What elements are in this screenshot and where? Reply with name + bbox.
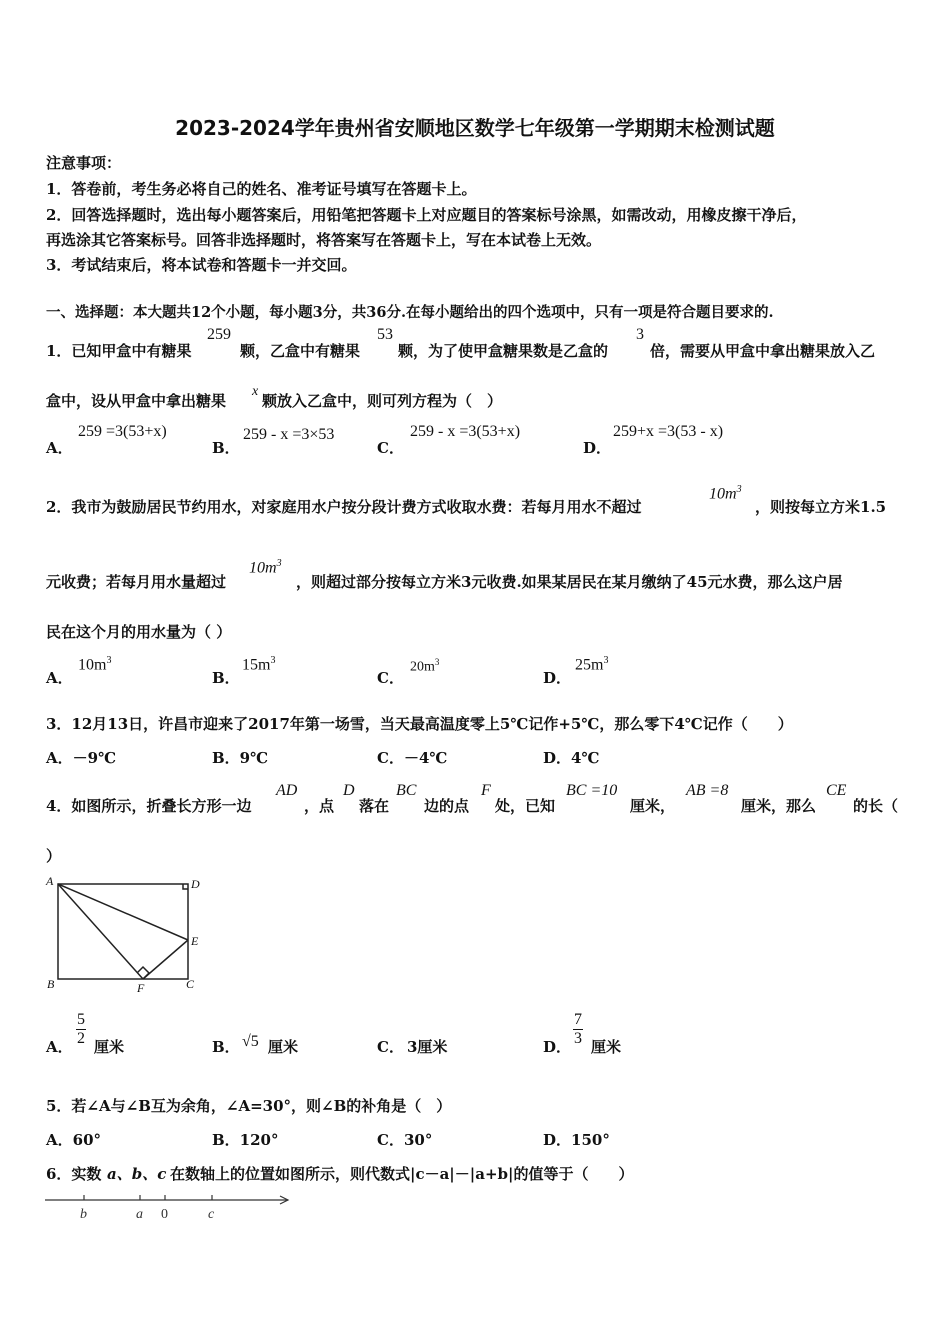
unit-exponent: 3 [603, 655, 609, 666]
option-label: D． [543, 669, 572, 687]
q2-text: 2．我市为鼓励居民节约用水，对家庭用水户按分段计费方式收取水费：若每月用水不超过 [46, 498, 642, 516]
q4-option-b-root: √5 [242, 1033, 259, 1050]
q4-symbol: AD [276, 782, 298, 799]
q4-option-d-unit: 厘米 [591, 1038, 622, 1056]
option-value: 25m [575, 656, 604, 674]
notice-item: 1．答卷前，考生务必将自己的姓名、准考证号填写在答题卡上。 [46, 180, 477, 198]
q4-text: 处，已知 [495, 797, 556, 815]
unit-exponent: 3 [106, 655, 112, 666]
q6-text: 在数轴上的位置如图所示，则代数式|c－a|－|a+b|的值等于（ ） [170, 1165, 634, 1183]
axis-label-b: b [80, 1207, 87, 1222]
numerator: 7 [574, 1011, 582, 1028]
q4-symbol: BC [396, 782, 417, 799]
page-title: 2023-2024学年贵州省安顺地区数学七年级第一学期期末检测试题 [175, 116, 775, 140]
q6-text: 6．实数 [46, 1165, 102, 1183]
q2-option-a [78, 655, 111, 674]
q4-option-a-unit: 厘米 [94, 1038, 125, 1056]
q4-option-b-unit: 厘米 [268, 1038, 299, 1056]
q4-text: 厘米，那么 [741, 797, 817, 815]
q1-text: 颗放入乙盒中，则可列方程为（ ） [262, 392, 503, 410]
q4-symbol: AB =8 [686, 782, 729, 799]
q1-text: 1．已知甲盒中有糖果 [46, 342, 192, 360]
q4-text: 4．如图所示，折叠长方形一边 [46, 797, 252, 815]
unit-exponent: 3 [276, 558, 282, 569]
q1-option-a: 259 =3(53+x) [78, 423, 167, 440]
vertex-label-a: A [46, 874, 54, 888]
option-label: C． [377, 439, 404, 457]
q4-text: ） [46, 847, 62, 865]
option-label: A． [46, 1038, 73, 1056]
option-label: D． [583, 439, 612, 457]
option-label: C． [377, 1038, 404, 1056]
axis-label-zero: 0 [161, 1207, 168, 1222]
section-heading: 一、选择题：本大题共12个小题，每小题3分，共36分.在每小题给出的四个选项中，只有一项是符合题目要求的. [46, 304, 774, 321]
q4-option-a-fraction [76, 1011, 86, 1048]
q2-option-b [242, 655, 275, 674]
unit-value: 10m [709, 485, 737, 503]
option-label: B． [212, 439, 240, 457]
option-label: A． [46, 439, 73, 457]
q5-option-c: C．30° [377, 1131, 433, 1149]
number-line [40, 1188, 300, 1224]
q4-symbol: D [343, 782, 355, 799]
option-value: 20m [410, 659, 435, 675]
q4-symbol: BC =10 [566, 782, 618, 799]
q4-text: 厘米， [630, 797, 676, 815]
unit-exponent: 3 [434, 657, 440, 667]
q2-text: 元收费；若每月用水量超过 [46, 573, 227, 591]
q3-text: 3．12月13日，许昌市迎来了2017年第一场雪，当天最高温度零上5℃记作+5℃，那么零下4℃记作（ ） [46, 715, 793, 733]
option-label: B． [212, 1038, 240, 1056]
q4-text: 的长（ [853, 797, 899, 815]
q6-variables: a、b、c [107, 1165, 167, 1183]
option-label: A． [46, 669, 73, 687]
q2-text: 民在这个月的用水量为（ ） [46, 623, 232, 641]
q3-option-d: D．4℃ [543, 749, 600, 767]
numerator: 5 [77, 1011, 85, 1028]
notice-item: 2．回答选择题时，选出每小题答案后，用铅笔把答题卡上对应题目的答案标号涂黑，如需改动，用橡皮擦干净后， [46, 206, 807, 224]
q1-number: 53 [377, 326, 393, 343]
q4-symbol: F [481, 782, 491, 799]
notice-heading: 注意事项： [46, 154, 122, 172]
q3-option-c: C．－4℃ [377, 749, 448, 767]
q5-option-a: A．60° [46, 1131, 102, 1149]
q2-unit [249, 558, 282, 577]
q5-option-b: B．120° [212, 1131, 279, 1149]
axis-label-c: c [208, 1207, 215, 1222]
notice-item: 3．考试结束后，将本试卷和答题卡一并交回。 [46, 256, 357, 274]
vertex-label-f: F [137, 981, 145, 995]
notice-item: 再选涂其它答案标号。回答非选择题时，将答案写在答题卡上，写在本试卷上无效。 [46, 231, 602, 249]
q1-variable: x [252, 384, 259, 399]
q4-symbol: CE [826, 782, 847, 799]
vertex-label-b: B [47, 977, 55, 991]
axis-label-a: a [136, 1207, 143, 1222]
q1-number: 259 [207, 326, 231, 343]
vertex-label-d: D [191, 877, 200, 891]
option-label: D． [543, 1038, 572, 1056]
denominator: 2 [77, 1030, 85, 1047]
q1-text: 倍，需要从甲盒中拿出糖果放入乙 [650, 342, 876, 360]
q2-unit [709, 484, 742, 503]
option-value: 10m [78, 656, 107, 674]
unit-value: 10m [249, 559, 277, 577]
unit-exponent: 3 [736, 484, 742, 495]
q4-option-c: 3厘米 [407, 1038, 448, 1056]
option-value: 15m [242, 656, 271, 674]
vertex-label-c: C [186, 977, 195, 991]
q1-text: 颗，乙盒中有糖果 [240, 342, 361, 360]
q4-text: ，点 [304, 797, 335, 815]
option-label: C． [377, 669, 404, 687]
unit-exponent: 3 [270, 655, 276, 666]
q1-text: 颗，为了使甲盒糖果数是乙盒的 [398, 342, 609, 360]
vertex-label-e: E [191, 934, 199, 948]
q3-option-b: B．9℃ [212, 749, 269, 767]
q1-option-d: 259+x =3(53 - x) [613, 423, 724, 440]
q1-text: 盒中，设从甲盒中拿出糖果 [46, 392, 227, 410]
q4-option-d-fraction [573, 1011, 583, 1048]
q4-text: 落在 [359, 797, 390, 815]
folded-rectangle-figure [40, 870, 210, 995]
q2-text: ，则超过部分按每立方米3元收费.如果某居民在某月缴纳了45元水费，那么这户居 [296, 573, 843, 591]
q5-option-d: D．150° [543, 1131, 610, 1149]
q1-option-b: 259 - x =3×53 [243, 426, 335, 443]
q4-text: 边的点 [424, 797, 470, 815]
option-label: B． [212, 669, 240, 687]
q1-number: 3 [636, 326, 644, 343]
denominator: 3 [574, 1030, 582, 1047]
q5-text: 5．若∠A与∠B互为余角，∠A=30°，则∠B的补角是（ ） [46, 1097, 452, 1115]
q3-option-a: A．－9℃ [46, 749, 117, 767]
q1-option-c: 259 - x =3(53+x) [410, 423, 521, 440]
q2-text: ，则按每立方米1.5 [755, 498, 887, 516]
q2-option-d [575, 655, 608, 674]
q2-option-c [410, 657, 439, 676]
